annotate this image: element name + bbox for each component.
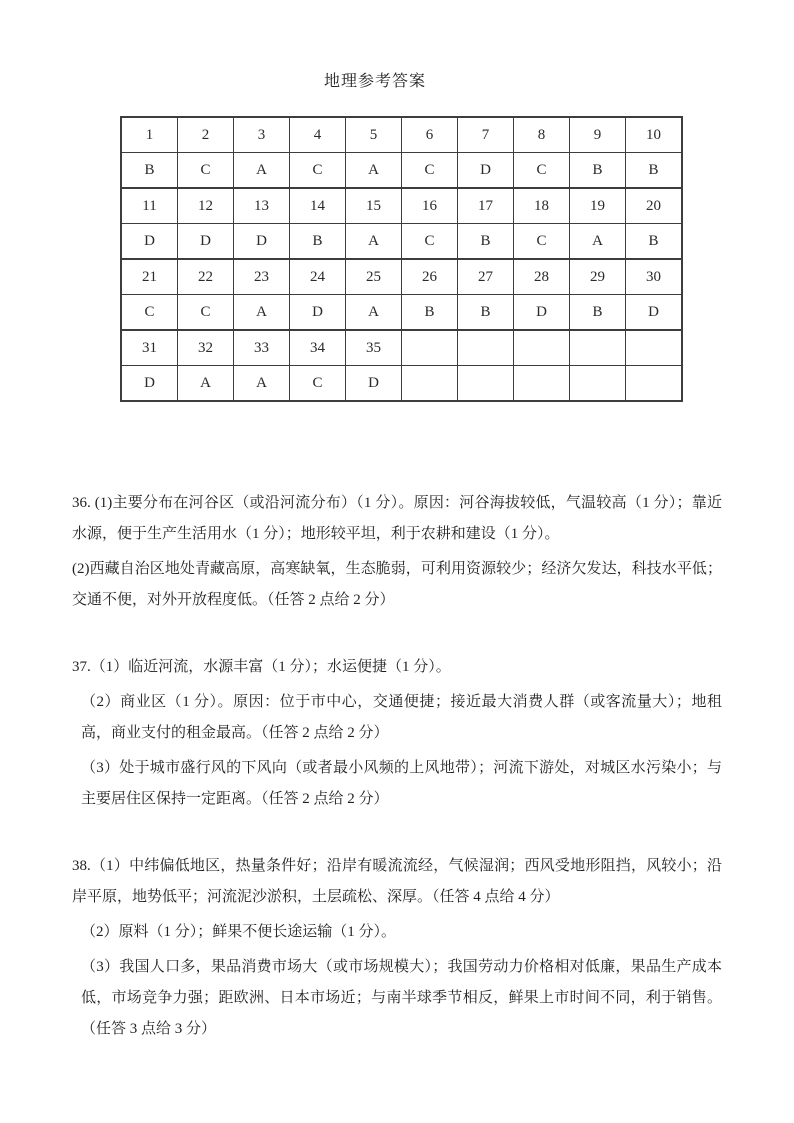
question-number-cell: 26 (402, 259, 458, 295)
answer-letter-cell: B (458, 224, 514, 260)
question-number-cell: 23 (234, 259, 290, 295)
answer-letter-cell (458, 366, 514, 402)
answer-letter-cell: D (626, 295, 683, 331)
answer-letter-cell: B (626, 153, 683, 189)
answer-letter-cell: A (346, 153, 402, 189)
question-number-cell: 15 (346, 188, 402, 224)
question-number-cell: 7 (458, 117, 514, 153)
question-number-cell: 14 (290, 188, 346, 224)
question-number-cell: 30 (626, 259, 683, 295)
answer-letter-cell (570, 366, 626, 402)
question-number-cell: 3 (234, 117, 290, 153)
question-number-cell: 18 (514, 188, 570, 224)
question-number-cell: 35 (346, 330, 402, 366)
question-number-row (121, 259, 682, 295)
answer-letter-row (121, 153, 682, 189)
question-number-row (121, 188, 682, 224)
answer-key-table (120, 116, 683, 402)
question-37-block (72, 652, 722, 815)
question-number-cell: 6 (402, 117, 458, 153)
answer-letter-cell: B (121, 153, 178, 189)
question-number-cell (570, 330, 626, 366)
answer-letter-cell: A (178, 366, 234, 402)
answer-letter-cell: C (402, 153, 458, 189)
answer-letter-row (121, 366, 682, 402)
answer-letter-cell: A (346, 295, 402, 331)
question-number-cell: 17 (458, 188, 514, 224)
question-number-cell: 25 (346, 259, 402, 295)
question-number-cell (514, 330, 570, 366)
question-number-cell: 20 (626, 188, 683, 224)
question-number-cell: 24 (290, 259, 346, 295)
question-number-cell (458, 330, 514, 366)
question-number-cell: 12 (178, 188, 234, 224)
answer-letter-cell: C (178, 295, 234, 331)
answer-paragraph: （2）原料（1 分）；鲜果不便长途运输（1 分）。 (81, 924, 397, 940)
answer-letter-cell: C (290, 366, 346, 402)
answer-letter-cell: B (290, 224, 346, 260)
question-number-cell (626, 330, 683, 366)
question-number-cell: 5 (346, 117, 402, 153)
answer-letter-cell: D (346, 366, 402, 402)
answer-letter-cell: D (514, 295, 570, 331)
answer-table-body (121, 117, 682, 401)
answer-letter-cell: C (402, 224, 458, 260)
answer-letter-cell: C (514, 153, 570, 189)
answer-letter-cell: D (121, 224, 178, 260)
page-title: 地理参考答案 (323, 73, 426, 90)
question-number-cell: 10 (626, 117, 683, 153)
answer-paragraph: （3）我国人口多，果品消费市场大（或市场规模大）；我国劳动力价格相对低廉，果品生产成本低，市场竞争力强；距欧洲、日本市场近；与南半球季节相反，鲜果上市时间不同，利于销售。（任答 3 点给 3 分） (81, 959, 722, 1037)
question-number-cell: 22 (178, 259, 234, 295)
answer-letter-cell (402, 366, 458, 402)
question-number-row (121, 330, 682, 366)
answer-letter-cell: B (458, 295, 514, 331)
question-38-block (72, 851, 722, 1045)
answer-letter-cell: C (290, 153, 346, 189)
answer-letter-cell: D (458, 153, 514, 189)
question-number-cell: 13 (234, 188, 290, 224)
question-number-cell: 8 (514, 117, 570, 153)
question-number-cell: 16 (402, 188, 458, 224)
question-number-cell: 2 (178, 117, 234, 153)
question-36-block (72, 488, 722, 616)
question-number-cell: 21 (121, 259, 178, 295)
answer-letter-row (121, 295, 682, 331)
answer-letter-cell: B (626, 224, 683, 260)
question-number-cell: 27 (458, 259, 514, 295)
question-number-cell: 31 (121, 330, 178, 366)
answer-letter-cell: C (514, 224, 570, 260)
question-number-cell: 4 (290, 117, 346, 153)
question-number-cell: 28 (514, 259, 570, 295)
answer-letter-cell: A (346, 224, 402, 260)
answer-paragraph: (2)西藏自治区地处青藏高原，高寒缺氧，生态脆弱，可利用资源较少；经济欠发达，科技水平低；交通不便，对外开放程度低。（任答 2 点给 2 分） (72, 561, 722, 608)
answer-letter-cell: D (290, 295, 346, 331)
question-number-cell: 32 (178, 330, 234, 366)
answer-letter-cell: A (234, 295, 290, 331)
answer-paragraph: （3）处于城市盛行风的下风向（或者最小风频的上风地带）；河流下游处，对城区水污染小；与主要居住区保持一定距离。（任答 2 点给 2 分） (81, 760, 722, 807)
question-number-cell: 33 (234, 330, 290, 366)
answer-letter-cell: D (121, 366, 178, 402)
answer-letter-cell: D (234, 224, 290, 260)
answer-letter-cell: C (121, 295, 178, 331)
answer-paragraph: 37.（1）临近河流，水源丰富（1 分）；水运便捷（1 分）。 (72, 659, 451, 675)
answer-letter-cell (514, 366, 570, 402)
answer-letter-cell: A (570, 224, 626, 260)
question-number-cell: 11 (121, 188, 178, 224)
question-number-cell: 19 (570, 188, 626, 224)
answer-paragraph: 38.（1）中纬偏低地区，热量条件好；沿岸有暖流流经，气候湿润；西风受地形阻挡，风较小；沿岸平原，地势低平；河流泥沙淤积，土层疏松、深厚。（任答 4 点给 4 分） (72, 858, 722, 905)
answer-letter-cell: B (402, 295, 458, 331)
answer-letter-cell: B (570, 153, 626, 189)
answer-letter-cell: A (234, 366, 290, 402)
answer-letter-cell: D (178, 224, 234, 260)
question-number-cell: 34 (290, 330, 346, 366)
question-number-cell: 9 (570, 117, 626, 153)
answer-paragraph: 36. (1)主要分布在河谷区（或沿河流分布）（1 分）。原因：河谷海拔较低，气温较高（1 分）；靠近水源，便于生产生活用水（1 分）；地形较平坦，利于农耕和建设（1 分）。 (72, 495, 722, 542)
answer-letter-row (121, 224, 682, 260)
question-number-cell: 29 (570, 259, 626, 295)
question-number-cell: 1 (121, 117, 178, 153)
answer-letter-cell: B (570, 295, 626, 331)
answer-letter-cell: A (234, 153, 290, 189)
question-number-row (121, 117, 682, 153)
free-response-section (72, 488, 722, 1045)
answer-letter-cell (626, 366, 683, 402)
answer-letter-cell: C (178, 153, 234, 189)
question-number-cell (402, 330, 458, 366)
answer-paragraph: （2）商业区（1 分）。原因：位于市中心，交通便捷；接近最大消费人群（或客流量大）；地租高，商业支付的租金最高。（任答 2 点给 2 分） (81, 694, 722, 741)
